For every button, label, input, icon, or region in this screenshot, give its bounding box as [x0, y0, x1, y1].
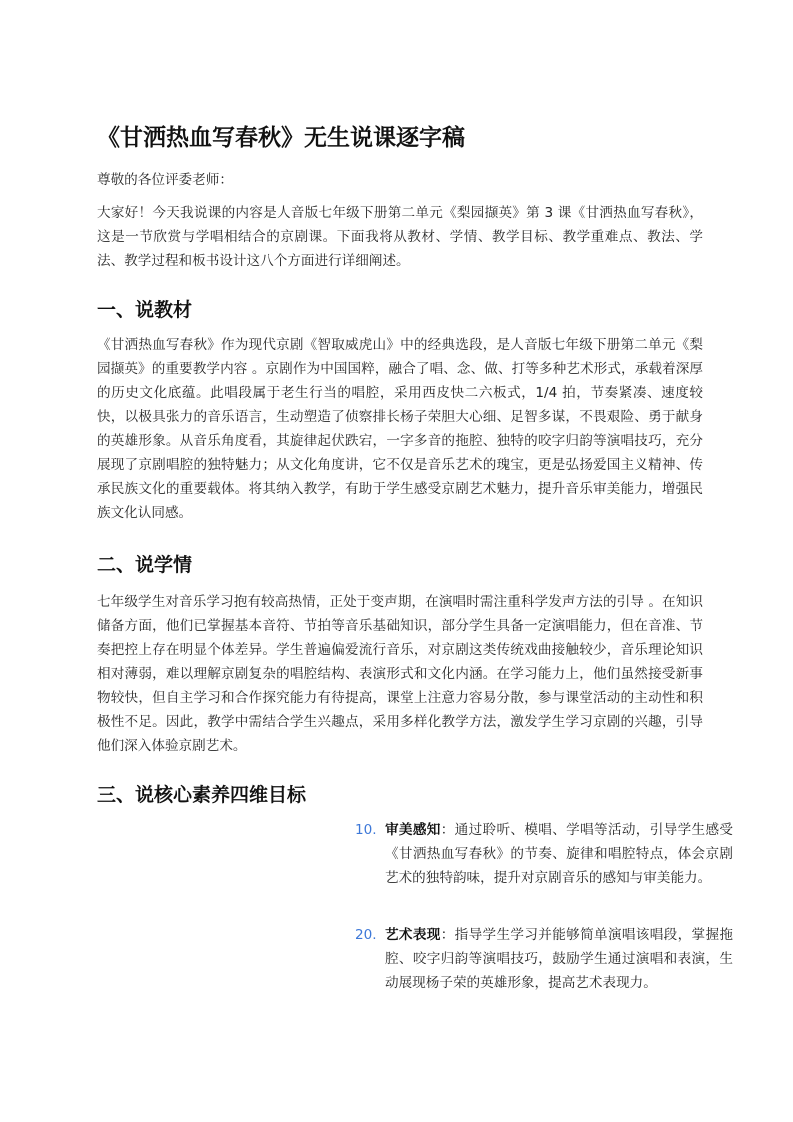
goal-separator: ：	[440, 822, 455, 838]
goal-name: 艺术表现	[385, 927, 441, 943]
intro-paragraph: 大家好！今天我说课的内容是人音版七年级下册第二单元《梨园撷英》第 3 课《甘洒热血写春秋》，这是一节欣赏与学唱相结合的京剧课。下面我将从教材、学情、教学目标、教学重难点、教法、学法、教学过程和板书设计这八个方面进行详细阐述。	[97, 205, 703, 269]
goal-item-aesthetic	[355, 818, 733, 890]
salutation: 尊敬的各位评委老师：	[97, 172, 233, 188]
goal-separator: ：	[440, 927, 455, 943]
document-page	[97, 0, 734, 1122]
section-body-textbook: 《甘洒热血写春秋》作为现代京剧《智取威虎山》中的经典选段，是人音版七年级下册第二单元《梨园撷英》的重要教学内容 。京剧作为中国国粹，融合了唱、念、做、打等多种艺术形式，承载着深厚的历史文化底蕴。此唱段属于老生行当的唱腔，采用西皮快二六板式，1/4 拍，节奏紧凑、速度较快，以极具张力的音乐语言，生动塑造了侦察排长杨子荣胆大心细、足智多谋，不畏艰险、勇于献身的英雄形象。从音乐角度看，其旋律起伏跌宕，一字多音的拖腔、独特的咬字归韵等演唱技巧，充分展现了京剧唱腔的独特魅力；从文化角度讲，它不仅是音乐艺术的瑰宝，更是弘扬爱国主义精神、传承民族文化的重要载体。将其纳入教学，有助于学生感受京剧艺术魅力，提升音乐审美能力，增强民族文化认同感。	[97, 337, 703, 521]
goal-item-expression	[355, 923, 733, 995]
goal-text: 指导学生学习并能够简单演唱该唱段，掌握拖腔、咬字归韵等演唱技巧，鼓励学生通过演唱和表演，生动展现杨子荣的英雄形象，提高艺术表现力。	[385, 927, 734, 991]
goal-text: 通过聆听、模唱、学唱等活动，引导学生感受《甘洒热血写春秋》的节奏、旋律和唱腔特点，体会京剧艺术的独特韵味，提升对京剧音乐的感知与审美能力。	[385, 822, 734, 886]
goal-number: 10.	[355, 822, 377, 838]
section-heading-goals: 三、说核心素养四维目标	[97, 784, 307, 806]
goal-name: 审美感知	[385, 822, 441, 838]
goal-number: 20.	[355, 927, 377, 943]
section-heading-students: 二、说学情	[97, 554, 193, 576]
section-heading-textbook: 一、说教材	[97, 299, 193, 321]
document-title: 《甘洒热血写春秋》无生说课逐字稿	[97, 125, 465, 151]
section-body-students: 七年级学生对音乐学习抱有较高热情，正处于变声期，在演唱时需注重科学发声方法的引导 。在知识储备方面，他们已掌握基本音符、节拍等音乐基础知识，部分学生具备一定演唱能力，但在音准、节奏把控上存在明显个体差异。学生普遍偏爱流行音乐，对京剧这类传统戏曲接触较少，音乐理论知识相对薄弱，难以理解京剧复杂的唱腔结构、表演形式和文化内涵。在学习能力上，他们虽然接受新事物较快，但自主学习和合作探究能力有待提高，课堂上注意力容易分散，参与课堂活动的主动性和积极性不足。因此，教学中需结合学生兴趣点，采用多样化教学方法，激发学生学习京剧的兴趣，引导他们深入体验京剧艺术。	[97, 594, 703, 754]
